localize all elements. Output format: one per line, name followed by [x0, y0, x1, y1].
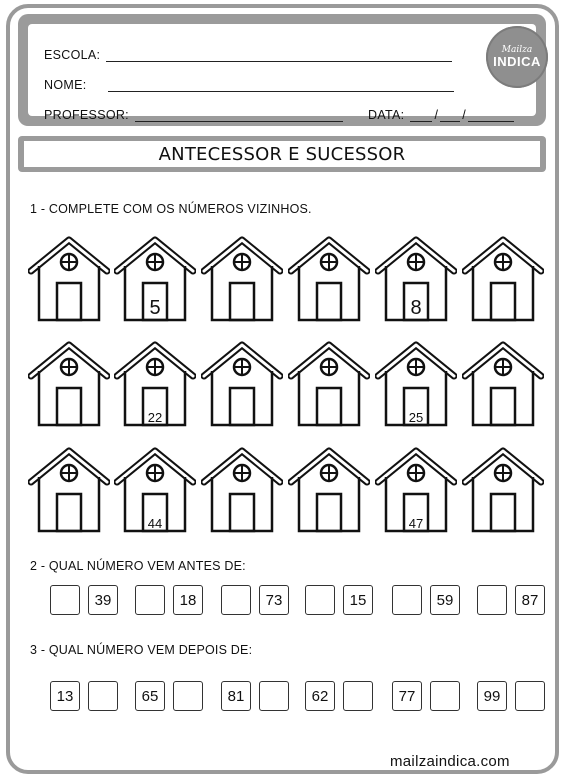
data-year-line[interactable] [468, 110, 514, 122]
footer-url: mailzaindica.com [390, 753, 510, 770]
date-slash-2: / [462, 108, 467, 122]
answer-box[interactable] [135, 585, 165, 615]
house-number: 44 [147, 516, 163, 531]
data-label: DATA: [368, 108, 405, 122]
date-slash-1: / [434, 108, 439, 122]
house-number: 8 [410, 297, 422, 319]
house-icon [201, 234, 283, 324]
answer-box[interactable] [477, 585, 507, 615]
header-card [18, 14, 546, 126]
house-cell[interactable] [462, 445, 544, 535]
answer-box[interactable] [305, 585, 335, 615]
answer-box[interactable] [430, 681, 460, 711]
data-day-line[interactable] [410, 110, 432, 122]
given-number-box: 87 [515, 585, 545, 615]
house-icon [462, 339, 544, 429]
house-icon [28, 339, 110, 429]
data-month-line[interactable] [440, 110, 460, 122]
house-number: 25 [408, 410, 424, 425]
nome-label: NOME: [44, 78, 87, 92]
house-cell[interactable] [375, 234, 457, 324]
answer-box[interactable] [221, 585, 251, 615]
mailza-indica-logo [486, 26, 548, 88]
house-cell[interactable] [114, 445, 196, 535]
given-number-box: 39 [88, 585, 118, 615]
house-number: 47 [408, 516, 424, 531]
house-icon [462, 445, 544, 535]
house-icon [28, 445, 110, 535]
answer-box[interactable] [515, 681, 545, 711]
given-number-box: 62 [305, 681, 335, 711]
instruction-2: 2 - QUAL NÚMERO VEM ANTES DE: [30, 559, 246, 573]
house-icon [201, 339, 283, 429]
house-cell[interactable] [288, 234, 370, 324]
house-cell[interactable] [375, 445, 457, 535]
given-number-box: 77 [392, 681, 422, 711]
house-cell[interactable] [201, 234, 283, 324]
house-cell[interactable] [288, 445, 370, 535]
house-cell[interactable] [28, 445, 110, 535]
answer-box[interactable] [392, 585, 422, 615]
house-cell[interactable] [201, 339, 283, 429]
answer-box[interactable] [259, 681, 289, 711]
house-cell[interactable] [28, 339, 110, 429]
instruction-1: 1 - COMPLETE COM OS NÚMEROS VIZINHOS. [30, 202, 312, 216]
header-fields [28, 24, 536, 122]
logo-top-text: Mailza [501, 45, 533, 55]
given-number-box: 81 [221, 681, 251, 711]
house-icon [462, 234, 544, 324]
answer-box[interactable] [343, 681, 373, 711]
professor-field[interactable] [44, 108, 343, 122]
house-icon [28, 234, 110, 324]
house-cell[interactable] [462, 234, 544, 324]
given-number-box: 65 [135, 681, 165, 711]
house-cell[interactable] [288, 339, 370, 429]
given-number-box: 18 [173, 585, 203, 615]
given-number-box: 73 [259, 585, 289, 615]
data-field[interactable] [368, 108, 514, 122]
page-title: ANTECESSOR E SUCESSOR [24, 141, 540, 167]
instruction-3: 3 - QUAL NÚMERO VEM DEPOIS DE: [30, 643, 253, 657]
house-number: 22 [147, 410, 163, 425]
house-cell[interactable] [375, 339, 457, 429]
professor-label: PROFESSOR: [44, 108, 129, 122]
answer-box[interactable] [88, 681, 118, 711]
nome-field[interactable] [44, 78, 454, 92]
title-bar [18, 136, 546, 172]
house-icon [288, 234, 370, 324]
house-cell[interactable] [462, 339, 544, 429]
house-icon [288, 339, 370, 429]
house-cell[interactable] [114, 339, 196, 429]
given-number-box: 13 [50, 681, 80, 711]
professor-line[interactable] [135, 110, 343, 122]
answer-box[interactable] [50, 585, 80, 615]
escola-line[interactable] [106, 50, 452, 62]
escola-field[interactable] [44, 48, 452, 62]
house-icon [201, 445, 283, 535]
house-cell[interactable] [28, 234, 110, 324]
given-number-box: 99 [477, 681, 507, 711]
logo-bottom-text: INDICA [493, 54, 541, 69]
given-number-box: 15 [343, 585, 373, 615]
escola-label: ESCOLA: [44, 48, 101, 62]
house-icon [288, 445, 370, 535]
house-number: 5 [149, 297, 161, 319]
answer-box[interactable] [173, 681, 203, 711]
given-number-box: 59 [430, 585, 460, 615]
nome-line[interactable] [108, 80, 454, 92]
house-cell[interactable] [201, 445, 283, 535]
house-cell[interactable] [114, 234, 196, 324]
